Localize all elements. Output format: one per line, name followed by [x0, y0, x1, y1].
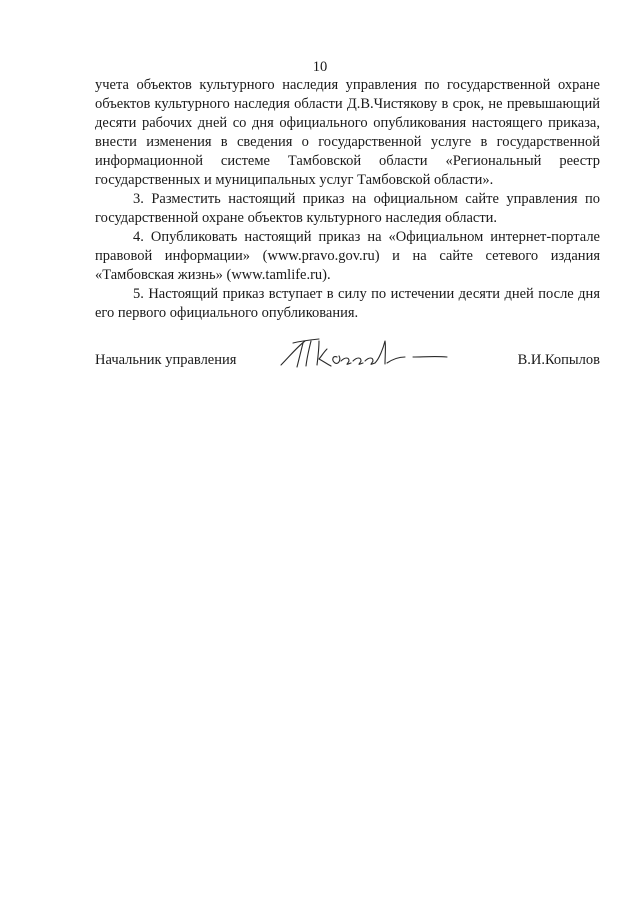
signature-block — [95, 337, 600, 377]
signer-name: В.И.Копылов — [517, 352, 600, 368]
handwritten-signature-icon — [275, 335, 455, 375]
paragraph-item-4: 4. Опубликовать настоящий приказ на «Официальном интернет-портале правовой информации» (www.pravo.gov.ru) и на сайте сетевого издания «Тамбовская жизнь» (www.tamlife.ru). — [95, 229, 600, 283]
page-number: 10 — [312, 59, 328, 75]
paragraph-item-5: 5. Настоящий приказ вступает в силу по истечении десяти дней после дня его первого официального опубликования. — [95, 286, 600, 321]
signer-position: Начальник управления — [95, 352, 237, 368]
paragraph-continuation: учета объектов культурного наследия управления по государственной охране объектов культурного наследия области Д.В.Чистякову в срок, не превышающий десяти рабочих дней со дня официального опубликования настоящего приказа, внести изменения в сведения о государственной услуге в государственной информационной системе Тамбовской области «Региональный реестр государственных и муниципальных услуг Тамбовской области». — [95, 77, 600, 188]
paragraph-item-3: 3. Разместить настоящий приказ на официальном сайте управления по государственной охране объектов культурного наследия области. — [95, 191, 600, 226]
document-body — [95, 76, 600, 323]
